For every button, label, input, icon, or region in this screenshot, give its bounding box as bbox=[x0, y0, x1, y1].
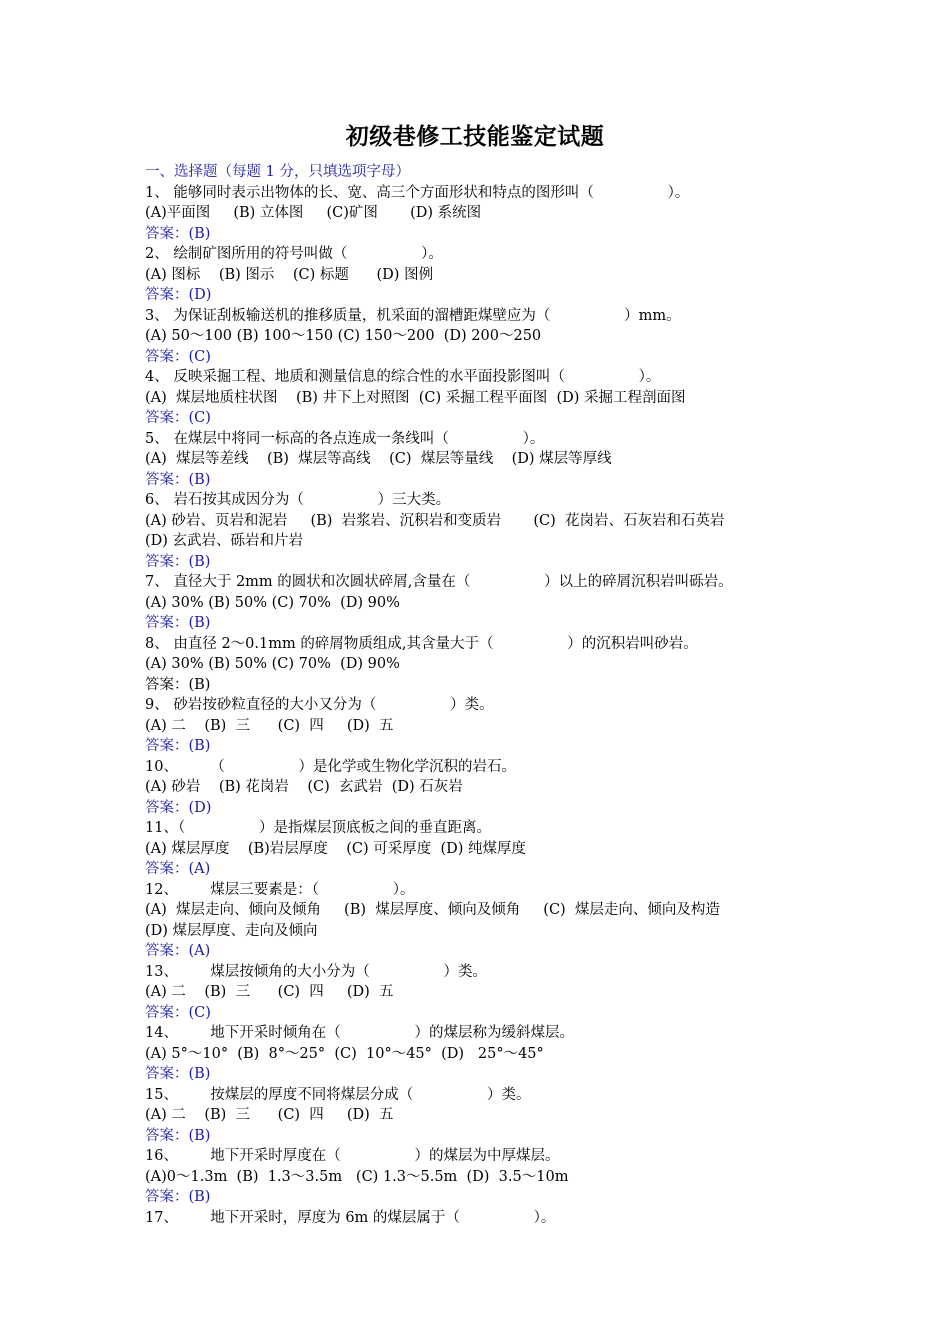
options-line: (D) 玄武岩、砾岩和片岩 bbox=[145, 533, 304, 549]
options-line: (D) 煤层厚度、走向及倾向 bbox=[145, 922, 318, 939]
question-line: 3、 为保证刮板输送机的推移质量，机采面的溜槽距煤壁应为（ ）mm。 bbox=[145, 307, 681, 324]
options-line: (A) 图标 (B) 图示 (C) 标题 (D) 图例 bbox=[145, 266, 434, 283]
answer-line: 答案：(C) bbox=[145, 1004, 211, 1021]
answer-line: 答案：(B) bbox=[145, 471, 211, 488]
options-line: (A) 50～100 (B) 100～150 (C) 150～200 (D) 200～250 bbox=[145, 328, 542, 344]
answer-line: 答案：(B) bbox=[145, 1127, 211, 1144]
question-line: 2、 绘制矿图所用的符号叫做（ ）。 bbox=[145, 246, 443, 262]
answer-line: 答案：(B) bbox=[145, 1189, 211, 1205]
options-line: (A) 二 (B) 三 (C) 四 (D) 五 bbox=[145, 1107, 394, 1123]
answer-line: 答案：(C) bbox=[145, 410, 211, 426]
options-line: (A) 30% (B) 50% (C) 70% (D) 90% bbox=[145, 594, 400, 611]
question-line: 9、 砂岩按砂粒直径的大小又分为（ ）类。 bbox=[145, 697, 494, 713]
options-line: (A) 30% (B) 50% (C) 70% (D) 90% bbox=[145, 656, 400, 672]
options-line: (A) 煤层走向、倾向及倾角 (B) 煤层厚度、倾向及倾角 (C) 煤层走向、倾向及构造 bbox=[145, 902, 720, 918]
question-line: 15、 按煤层的厚度不同将煤层分成（ ）类。 bbox=[145, 1086, 531, 1103]
options-line: (A) 砂岩、页岩和泥岩 (B) 岩浆岩、沉积岩和变质岩 (C) 花岗岩、石灰岩和石英岩 bbox=[145, 512, 725, 529]
options-line: (A) 二 (B) 三 (C) 四 (D) 五 bbox=[145, 984, 394, 1000]
answer-line: 答案：(B) bbox=[145, 1066, 211, 1082]
question-line: 16、 地下开采时厚度在（ ）的煤层为中厚煤层。 bbox=[145, 1148, 560, 1164]
answer-line: 答案：(B) bbox=[145, 225, 211, 242]
options-line: (A) 砂岩 (B) 花岗岩 (C) 玄武岩 (D) 石灰岩 bbox=[145, 779, 463, 795]
answer-line: 答案：(C) bbox=[145, 348, 211, 365]
options-line: (A)平面图 (B) 立体图 (C)矿图 (D) 系统图 bbox=[145, 205, 482, 221]
question-line: 4、 反映采掘工程、地质和测量信息的综合性的水平面投影图叫（ ）。 bbox=[145, 369, 661, 385]
options-line: (A) 煤层厚度 (B)岩层厚度 (C) 可采厚度 (D) 纯煤厚度 bbox=[145, 840, 527, 857]
options-line: (A) 煤层等差线 (B) 煤层等高线 (C) 煤层等量线 (D) 煤层等厚线 bbox=[145, 451, 612, 467]
question-line: 11、（ ）是指煤层顶底板之间的垂直距离。 bbox=[145, 820, 491, 836]
answer-line: 答案：(B) bbox=[145, 676, 211, 693]
question-line: 14、 地下开采时倾角在（ ）的煤层称为缓斜煤层。 bbox=[145, 1025, 574, 1041]
question-lines bbox=[145, 183, 815, 1229]
question-list bbox=[145, 162, 815, 1228]
question-line: 5、 在煤层中将同一标高的各点连成一条线叫（ ）。 bbox=[145, 430, 545, 447]
question-line: 13、 煤层按倾角的大小分为（ ）类。 bbox=[145, 963, 487, 980]
answer-line: 答案：(A) bbox=[145, 943, 211, 959]
question-line: 10、 （ ）是化学或生物化学沉积的岩石。 bbox=[145, 758, 516, 775]
page-title: 初级巷修工技能鉴定试题 bbox=[345, 123, 605, 150]
answer-line: 答案：(B) bbox=[145, 738, 211, 754]
answer-line: 答案：(D) bbox=[145, 799, 212, 816]
section-heading: 一、选择题（每题 1 分，只填选项字母） bbox=[145, 164, 410, 180]
answer-line: 答案：(B) bbox=[145, 615, 211, 631]
question-line: 6、 岩石按其成因分为（ ）三大类。 bbox=[145, 492, 451, 508]
question-line: 7、 直径大于 2mm 的圆状和次圆状碎屑,含量在（ ）以上的碎屑沉积岩叫砾岩。 bbox=[145, 574, 733, 590]
question-line: 8、 由直径 2～0.1mm 的碎屑物质组成,其含量大于（ ）的沉积岩叫砂岩。 bbox=[145, 635, 698, 652]
options-line: (A)0～1.3m (B) 1.3～3.5m (C) 1.3～5.5m (D) 3.5～10m bbox=[145, 1168, 569, 1185]
options-line: (A) 二 (B) 三 (C) 四 (D) 五 bbox=[145, 717, 394, 734]
options-line: (A) 煤层地质柱状图 (B) 井下上对照图 (C) 采掘工程平面图 (D) 采掘工程剖面图 bbox=[145, 389, 686, 406]
answer-line: 答案：(B) bbox=[145, 553, 211, 570]
question-line: 12、 煤层三要素是：（ ）。 bbox=[145, 881, 415, 898]
answer-line: 答案：(D) bbox=[145, 287, 212, 303]
question-line: 17、 地下开采时，厚度为 6m 的煤层属于（ ）。 bbox=[145, 1209, 556, 1226]
answer-line: 答案：(A) bbox=[145, 861, 211, 877]
question-line: 1、 能够同时表示出物体的长、宽、高三个方面形状和特点的图形叫（ ）。 bbox=[145, 184, 690, 201]
options-line: (A) 5°～10° (B) 8°～25° (C) 10°～45° (D) 25°～45° bbox=[145, 1045, 544, 1062]
